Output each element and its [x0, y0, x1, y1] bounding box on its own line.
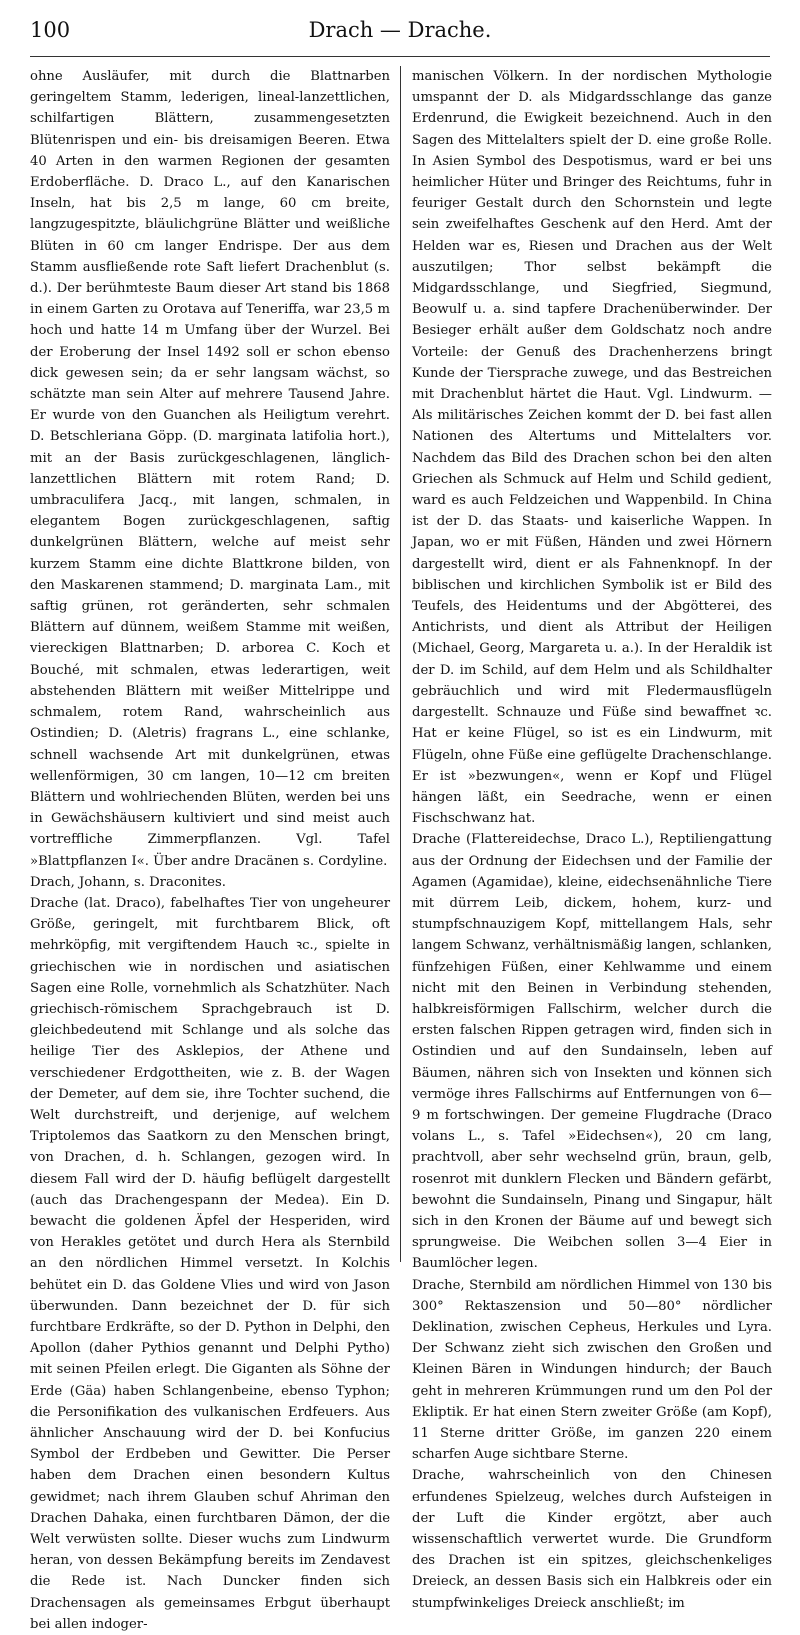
header-rule: [30, 56, 770, 57]
page-number: 100: [30, 18, 71, 42]
left-column: [30, 66, 390, 1635]
page-header: [30, 12, 770, 48]
entry-drach: Drach, Johann, s. Draconites.: [30, 874, 226, 890]
entry-drache-myth-continued: manischen Völkern. In der nordischen Mythologie umspannt der D. als Midgardsschlange das ganze Erdenrund, die Ewigkeit bezeichnend. Auch in den Sagen des Mittelalters spielt der D. eine große Rolle. In Asien Symbol des Despotismus, ward er bei uns heimlicher Hüter und Bringer des Reichtums, fuhr in feuriger Gestalt durch den Schornstein und legte sein zweifelhaftes Geschenk auf den Herd. Amt der Helden war es, Riesen und Drachen aus der Welt auszutilgen; Thor selbst bekämpft die Midgardsschlange, und Siegfried, Siegmund, Beowulf u. a. sind tapfere Drachenüberwinder. Der Besieger erhält außer dem Goldschatz noch andre Vorteile: der Genuß des Drachenherzens bringt Kunde der Tiersprache zuwege, und das Bestreichen mit Drachenblut härtet die Haut. Vgl. Lindwurm. — Als militärisches Zeichen kommt der D. bei fast allen Nationen des Altertums und Mittelalters vor. Nachdem das Bild des Drachen schon bei den alten Griechen als Schmuck auf Helm und Schild gedient, ward es auch Feldzeichen und Wappenbild. In China ist der D. das Staats- und kaiserliche Wappen. In Japan, wo er mit Füßen, Händen und zwei Hörnern dargestellt wird, dient er als Fahnenknopf. In der biblischen und kirchlichen Symbolik ist er Bild des Teufels, des Heidentums und der Abgötterei, des Antichrists, und dient als Attribut der Heiligen (Michael, Georg, Margareta u. a.). In der Heraldik ist der D. im Schild, auf dem Helm und als Schildhalter gebräuchlich und wird mit Fledermausflügeln dargestellt. Schnauze und Füße sind bewaffnet ꝛc. Hat er keine Flügel, so ist es ein Lindwurm, mit Flügeln, ohne Füße eine geflügelte Drachenschlange. Er ist »bezwungen«, wenn er Kopf und Flügel hängen läßt, ein Seedrache, wenn er einen Fischschwanz hat.: [412, 69, 772, 827]
entry-drache-constellation: Drache, Sternbild am nördlichen Himmel von 130 bis 300° Rektaszension und 50—80° nördlicher Deklination, zwischen Cepheus, Herkules und Lyra. Der Schwanz zieht sich zwischen den Großen und Kleinen Bären in Windungen hindurch; der Bauch geht in mehreren Krümmungen rund um den Pol der Ekliptik. Er hat einen Stern zweiter Größe (am Kopf), 11 Sterne dritter Größe, im ganzen 220 einem scharfen Auge sichtbare Sterne.: [412, 1277, 772, 1463]
entry-drache-reptile: Drache (Flattereidechse, Draco L.), Reptiliengattung aus der Ordnung der Eidechsen und der Familie der Agamen (Agamidae), kleine, eidechsenähnliche Tiere mit dürrem Leib, dickem, hohem, kurz- und stumpfschnauzigem Kopf, mittellangem Hals, sehr langem Schwanz, verhältnismäßig langen, schlanken, fünfzehigen Füßen, einer Kehlwamme und einem nicht mit den Beinen in Verbindung stehenden, halbkreisförmigen Fallschirm, welcher durch die ersten falschen Rippen getragen wird, finden sich in Ostindien und auf den Sundainseln, leben auf Bäumen, nähren sich von Insekten und können sich vermöge ihres Fallschirms auf Entfernungen von 6—9 m fortschwingen. Der gemeine Flugdrache (Draco volans L., s. Tafel »Eidechsen«), 20 cm lang, prachtvoll, aber sehr wechselnd grün, braun, gelb, rosenrot mit dunklern Flecken und Bändern gefärbt, bewohnt die Sundainseln, Pinang und Singapur, hält sich in den Kronen der Bäume auf und bewegt sich sprungweise. Die Weibchen sollen 3—4 Eier in Baumlöcher legen.: [412, 832, 772, 1272]
entry-drache-myth: Drache (lat. Draco), fabelhaftes Tier von ungeheurer Größe, geringelt, mit furchtbarem Blick, oft mehrköpfig, mit vergiftendem Hauch ꝛc., spielte in griechischen wie in nordischen und asiatischen Sagen eine Rolle, vornehmlich als Schatzhüter. Nach griechisch-römischem Sprachgebrauch ist D. gleichbedeutend mit Schlange und als solche das heilige Tier des Asklepios, der Athene und verschiedener Erdgottheiten, wie z. B. der Wagen der Demeter, auf dem sie, ihre Tochter suchend, die Welt durchstreift, und derjenige, auf welchem Triptolemos das Saatkorn zu den Menschen bringt, von Drachen, d. h. Schlangen, gezogen wird. In diesem Fall wird der D. häufig beflügelt dargestellt (auch das Drachengespann der Medea). Ein D. bewacht die goldenen Äpfel der Hesperiden, wird von Herakles getötet und durch Hera als Sternbild an den nördlichen Himmel versetzt. In Kolchis behütet ein D. das Goldene Vlies und wird von Jason überwunden. Dann bezeichnet der D. für sich furchtbare Erdkräfte, so der D. Python in Delphi, den Apollon (daher Pythios genannt und Delphi Pytho) mit seinen Pfeilen erlegt. Die Giganten als Söhne der Erde (Gäa) haben Schlangenbeine, ebenso Typhon; die Personifikation des vulkanischen Erdfeuers. Aus ähnlicher Anschauung wird der D. bei Konfucius Symbol der Erdbeben und Gewitter. Die Perser haben dem Drachen einen besondern Kultus gewidmet; nach ihrem Glauben schuf Ahriman den Drachen Dahaka, einen furchtbaren Dämon, der die Welt verwüsten sollte. Dieser wuchs zum Lindwurm heran, von dessen Bekämpfung bereits im Zendavest die Rede ist. Nach Duncker finden sich Drachensagen als gemeinsames Erbgut überhaupt bei allen indoger-: [30, 895, 390, 1632]
running-head: Drach — Drache.: [308, 18, 492, 42]
column-divider: [400, 66, 401, 1262]
entry-dracaena-continued: ohne Ausläufer, mit durch die Blattnarben geringeltem Stamm, lederigen, lineal-lanzettlichen, schilfartigen Blättern, zusammengesetzten Blütenrispen und ein- bis dreisamigen Beeren. Etwa 40 Arten in den warmen Regionen der gesamten Erdoberfläche. D. Draco L., auf den Kanarischen Inseln, hat bis 2,5 m lange, 60 cm breite, langzugespitzte, bläulichgrüne Blätter und weißliche Blüten in 60 cm langer Endrispe. Der aus dem Stamm ausfließende rote Saft liefert Drachenblut (s. d.). Der berühmteste Baum dieser Art stand bis 1868 in einem Garten zu Orotava auf Teneriffa, war 23,5 m hoch und hatte 14 m Umfang über der Wurzel. Bei der Eroberung der Insel 1492 soll er schon ebenso dick gewesen sein; da er sehr langsam wächst, so schätzte man sein Alter auf mehrere Tausend Jahre. Er wurde von den Guanchen als Heiligtum verehrt. D. Betschleriana Göpp. (D. marginata latifolia hort.), mit an der Basis zurückgeschlagenen, länglich-lanzettlichen Blättern mit rotem Rand; D. umbraculifera Jacq., mit langen, schmalen, in elegantem Bogen zurückgeschlagenen, saftig dunkelgrünen Blättern, welche auf meist sehr kurzem Stamm eine dichte Blattkrone bilden, von den Maskarenen stammend; D. marginata Lam., mit saftig grünen, rot geränderten, sehr schmalen Blättern auf dünnem, weißem Stamme mit weißen, viereckigen Blattnarben; D. arborea C. Koch et Bouché, mit schmalen, etwas lederartigen, weit abstehenden Blättern mit weißer Mittelrippe und schmalem, rotem Rand, wahrscheinlich aus Ostindien; D. (Aletris) fragrans L., eine schlanke, schnell wachsende Art mit dunkelgrünen, etwas wellenförmigen, 30 cm langen, 10—12 cm breiten Blättern und wohlriechenden Blüten, werden bei uns in Gewächshäusern kultiviert und sind meist auch vortreffliche Zimmerpflanzen. Vgl. Tafel »Blattpflanzen I«. Über andre Dracänen s. Cordyline.: [30, 69, 390, 869]
entry-drache-kite: Drache, wahrscheinlich von den Chinesen erfundenes Spielzeug, welches durch Aufsteigen in der Luft die Kinder ergötzt, aber auch wissenschaftlich verwertet wurde. Die Grundform des Drachen ist ein spitzes, gleichschenkeliges Dreieck, an dessen Basis sich ein Halbkreis oder ein stumpfwinkeliges Dreieck anschließt; im: [412, 1468, 772, 1611]
right-column: [412, 66, 772, 1614]
